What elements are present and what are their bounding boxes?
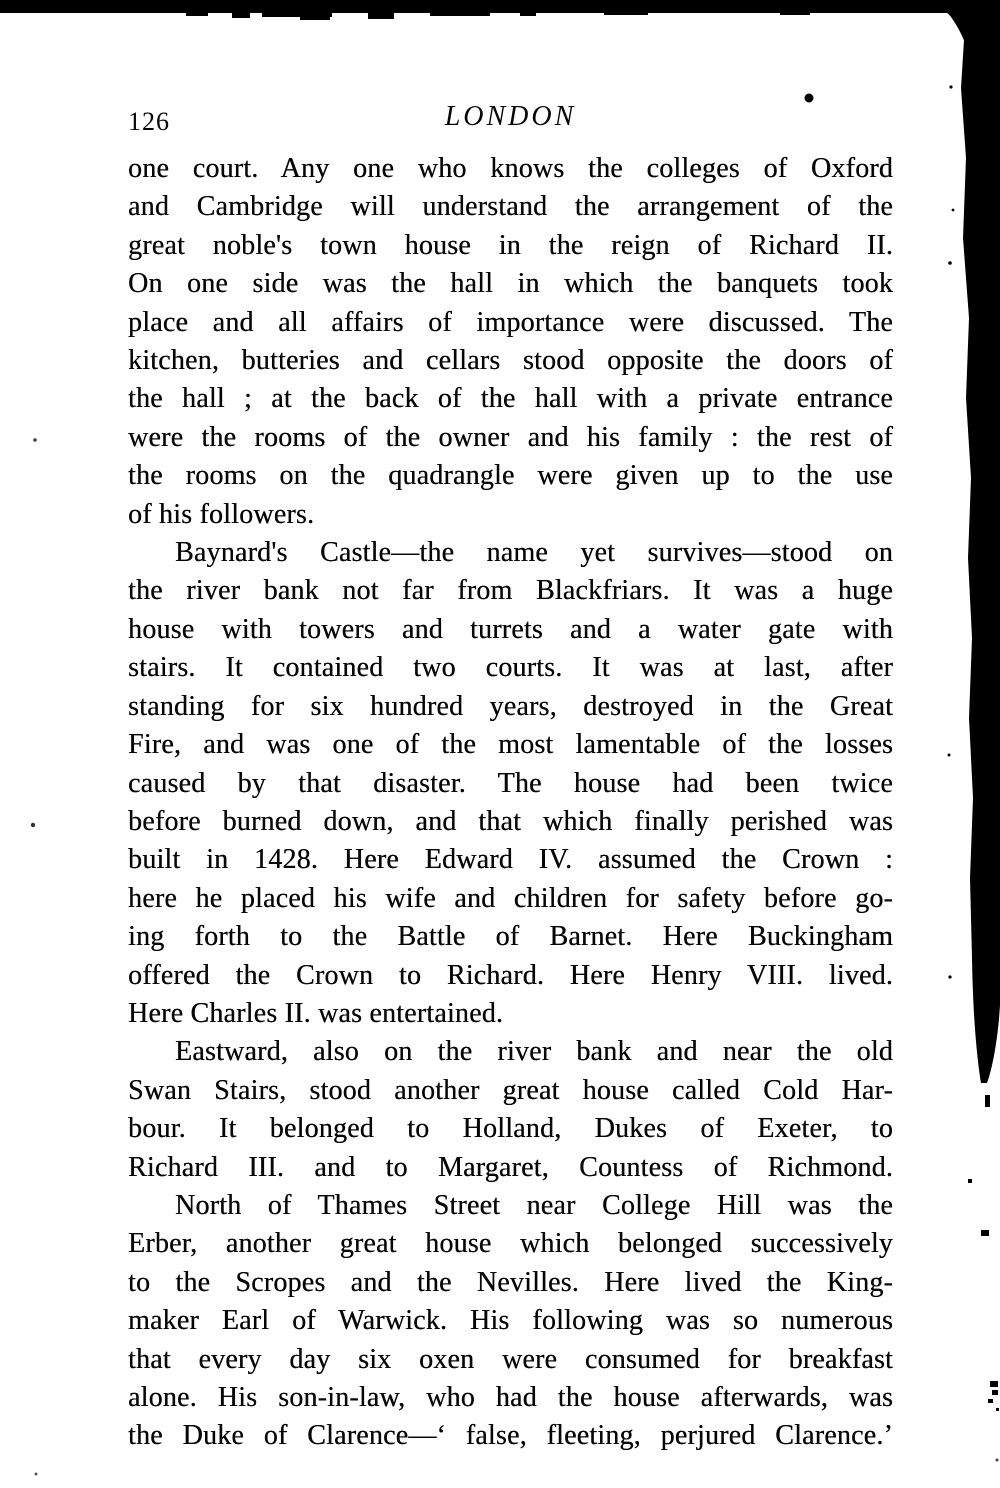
text-line: the Duke of Clarence—‘ false, fleeting, perjured Clarence.’: [128, 1420, 893, 1452]
text-line: stairs. It contained two courts. It was at last, after: [128, 652, 893, 684]
page-header: [128, 101, 893, 141]
text-line: were the rooms of the owner and his family : the rest of: [128, 421, 893, 453]
scan-corner-top-right: [930, 0, 1000, 140]
text-line: ing forth to the Battle of Barnet. Here Buckingham: [128, 921, 893, 953]
text-line: one court. Any one who knows the colleges of Oxford: [128, 153, 893, 184]
text-line: to the Scropes and the Nevilles. Here lived the King-: [128, 1266, 893, 1298]
text-line: North of Thames Street near College Hill was the: [175, 1189, 893, 1221]
text-line: Eastward, also on the river bank and near the old: [175, 1036, 893, 1068]
text-line: before burned down, and that which finally perished was: [128, 805, 893, 837]
text-line: great noble's town house in the reign of Richard II.: [128, 229, 893, 261]
text-line: Richard III. and to Margaret, Countess of Richmond.: [128, 1151, 893, 1183]
text-line: Erber, another great house which belonged successively: [128, 1228, 893, 1260]
text-line: Baynard's Castle—the name yet survives—stood on: [175, 537, 893, 569]
text-line: caused by that disaster. The house had been twice: [128, 767, 893, 799]
text-line: the river bank not far from Blackfriars. It was a huge: [128, 575, 893, 607]
text-line: built in 1428. Here Edward IV. assumed the Crown :: [128, 844, 893, 876]
text-line: offered the Crown to Richard. Here Henry VIII. lived.: [128, 959, 893, 991]
text-line: On one side was the hall in which the banquets took: [128, 268, 893, 300]
text-line: Fire, and was one of the most lamentable of the losses: [128, 729, 893, 761]
text-line: that every day six oxen were consumed for breakfast: [128, 1343, 893, 1375]
text-line: alone. His son-in-law, who had the house afterwards, was: [128, 1382, 893, 1413]
text-line: the hall ; at the back of the hall with a private entrance: [128, 383, 893, 415]
text-line: here he placed his wife and children for safety before go-: [128, 882, 893, 914]
running-title: LONDON: [444, 101, 577, 132]
text-line: Swan Stairs, stood another great house called Cold Har-: [128, 1074, 893, 1106]
text-line: place and all affairs of importance were discussed. The: [128, 306, 893, 338]
body-text: [128, 150, 893, 1456]
text-line: kitchen, butteries and cellars stood opposite the doors of: [128, 345, 893, 377]
text-line: house with towers and turrets and a water gate with: [128, 613, 893, 645]
text-line: bour. It belonged to Holland, Dukes of Exeter, to: [128, 1113, 893, 1145]
scan-edge-right: [961, 40, 1000, 1083]
text-line: the rooms on the quadrangle were given up to the use: [128, 460, 893, 492]
page-number: 126: [128, 107, 170, 136]
text-line: Here Charles II. was entertained.: [128, 997, 504, 1029]
text-line: standing for six hundred years, destroyed in the Great: [128, 690, 893, 722]
text-line: maker Earl of Warwick. His following was so numerous: [128, 1305, 893, 1337]
text-line: of his followers.: [128, 498, 315, 530]
text-line: and Cambridge will understand the arrangement of the: [128, 191, 893, 223]
scan-edge-top: [0, 0, 1000, 20]
